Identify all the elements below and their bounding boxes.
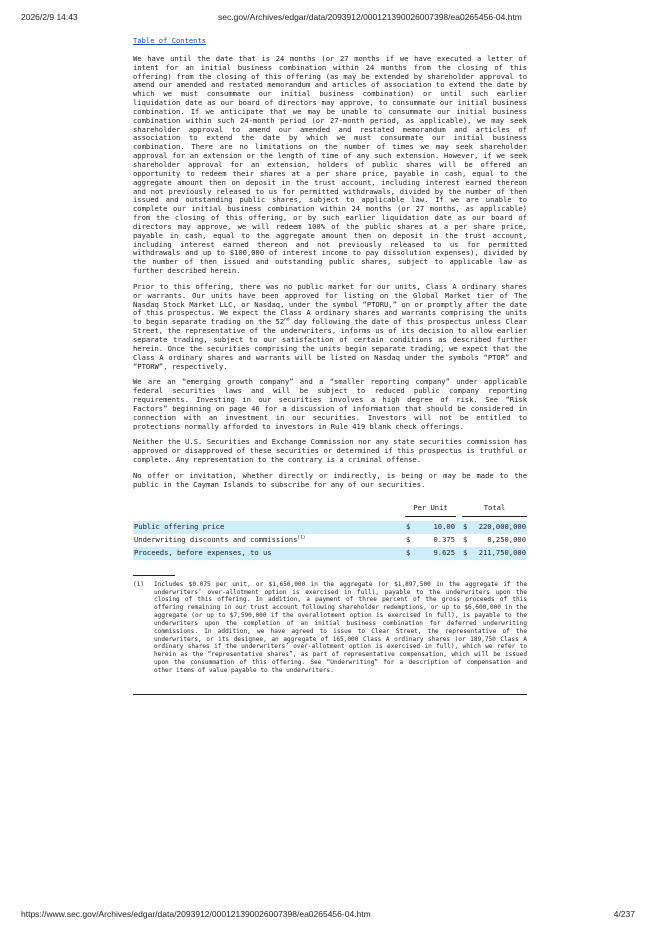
offering-pricing-table bbox=[133, 502, 527, 560]
currency-symbol: $ bbox=[405, 521, 415, 534]
page-counter: 4/237 bbox=[613, 909, 635, 919]
table-row bbox=[133, 534, 527, 547]
currency-symbol: $ bbox=[463, 534, 468, 544]
footnote-number: (1) bbox=[133, 580, 145, 588]
document-body bbox=[133, 37, 527, 695]
header-total: Total bbox=[462, 502, 527, 517]
currency-symbol: $ bbox=[406, 534, 411, 544]
browser-footer bbox=[0, 905, 662, 925]
table-of-contents-link[interactable]: Table of Contents bbox=[133, 36, 207, 45]
paragraph-business-combination-deadline: We have until the date that is 24 months (or 27 months if we have executed a letter of intent for an initial business combination within 24 months from the closing of this offering) from the closing of this offering (as may be extended by shareholder approval to amend our amended and restated memorandum and articles of association to extend the date by which we must consummate our initial business combination) or until such earlier liquidation date as our board of directors may approve, to consummate our initial business combination. If we anticipate that we may be unable to consummate our initial business combination within such 24-month period (or 27-month period, as applicable), we may seek shareholder approval to amend our amended and restated memorandum and articles of association to extend the date by which we must consummate our initial business combination. There are no limitations on the number of times we may seek shareholder approval for an extension or the length of time of any such extension. However, if we seek shareholder approval for an extension, holders of public shares will be offered an opportunity to redeem their shares at a per share price, payable in cash, equal to the aggregate amount then on deposit in the trust account, including interest earned thereon and not previously released to us for permitted withdrawals, divided by the number of then issued and outstanding public shares, subject to applicable law. If we are unable to complete our initial business combination within 24 months (or 27 months, as applicable) from the closing of this offering, or by such earlier liquidation date as our board of directors may approve, we will redeem 100% of the public shares at a per share price, payable in cash, equal to the aggregate amount then on deposit in the trust account, including interest earned thereon and not previously released to us for permitted withdrawals and up to $100,000 of interest income to pay dissolution expenses), divided by the number of then issued and outstanding public shares, subject to applicable law as further described herein. bbox=[133, 53, 527, 276]
per-unit-value: 9.625 bbox=[415, 547, 456, 560]
table-row bbox=[133, 547, 527, 560]
per-unit-value: 0.375 bbox=[433, 534, 455, 544]
pricing-header-row bbox=[133, 502, 527, 517]
currency-symbol: $ bbox=[462, 547, 470, 560]
print-timestamp: 2026/2/9 14:43 bbox=[21, 12, 78, 22]
page-url-bottom: https://www.sec.gov/Archives/edgar/data/2093912/000121390026007398/ea0265456-04.htm bbox=[21, 909, 371, 919]
paragraph-sec-disclaimer: Neither the U.S. Securities and Exchange Commission nor any state securities commission has approved or disapproved of these securities or determined if this prospectus is truthful or complete. Any representation to the contrary is a criminal offense. bbox=[133, 437, 527, 465]
paragraph-emerging-growth: We are an “emerging growth company” and a “smaller reporting company” under applicable federal securities laws and will be subject to reduced public company reporting requirements. Investing in our securities involves a high degree of risk. See “Risk Factors” beginning on page 46 for a discussion of information that should be considered in connection with an investment in our securities. Investors will not be entitled to protections normally afforded to investors in Rule 419 blank check offerings. bbox=[133, 377, 527, 431]
total-value: 220,000,000 bbox=[470, 521, 527, 534]
total-value: 8,250,000 bbox=[487, 534, 526, 544]
header-per-unit: Per Unit bbox=[405, 502, 456, 517]
page-end-divider bbox=[133, 694, 527, 695]
footnote-divider bbox=[133, 575, 175, 576]
footnote-text: Includes $0.075 per unit, or $1,650,000 in the aggregate (or $1,897,500 in the aggregate if the underwriters’ over-allotment option is exercised in full), payable to the underwriters upon the closing of this offering. In addition, a payment of three percent of the gross proceeds of this offering remaining in our trust account following shareholder redemptions, or up to $6,600,000 in the aggregate (or up to $7,590,000 if the overallotment option is exercised in full), is payable to the underwriters upon the completion of an initial business combination for deferred underwriting commissions. In addition, we have agreed to issue to Clear Street, the representative of the underwriters, or its designee, an aggregate of 165,000 Class A ordinary shares (or 189,750 Class A ordinary shares if the underwriters’ over-allotment option is exercised in full), which we refer to herein as the “representative shares”, as part of representative compensation, which will be issued upon the consummation of this offering. See “Underwriting” for a description of compensation and other items of value payable to the underwriters. bbox=[154, 580, 527, 674]
total-value: 211,750,000 bbox=[470, 547, 527, 560]
table-row bbox=[133, 521, 527, 534]
ordinal-suffix: nd bbox=[284, 317, 290, 323]
row-label: Proceeds, before expenses, to us bbox=[133, 547, 405, 560]
page-url-top: sec.gov/Archives/edgar/data/2093912/000121390026007398/ea0265456-04.htm bbox=[218, 12, 522, 22]
footnote bbox=[133, 581, 527, 675]
currency-symbol: $ bbox=[405, 547, 415, 560]
currency-symbol: $ bbox=[462, 521, 470, 534]
row-label: Underwriting discounts and commissions$^{(1)}$ bbox=[134, 534, 306, 544]
listing-text-part-1: Prior to this offering, there was no public market for our units, Class A ordinary shares or warrants. Our units have been approved for listing on the Global Market tier of The Nasdaq Stock Market LLC, or Nasdaq, under the symbol “PTORU,” on or promptly after the date of this prospectus. We expect the Class A ordinary shares and warrants comprising the units to begin separate trading on the 52 bbox=[133, 281, 527, 327]
paragraph-listing bbox=[133, 283, 527, 371]
per-unit-value: 10.00 bbox=[415, 521, 456, 534]
listing-text-part-2: day following the date of this prospectus unless Clear Street, the representative of the underwriters, informs us of its decision to allow earlier separate trading, subject to our satisfaction of certain conditions as described further herein. Once the securities comprising the units begin separate trading, we expect that the Class A ordinary shares and warrants will be listed on Nasdaq under the symbols “PTOR” and “PTORW”, respectively. bbox=[133, 317, 528, 371]
footnote-reference: (1) bbox=[297, 535, 306, 541]
row-label: Public offering price bbox=[133, 521, 405, 534]
paragraph-cayman-notice: No offer or invitation, whether directly or indirectly, is being or may be made to the public in the Cayman Islands to subscribe for any of our securities. bbox=[133, 470, 527, 489]
browser-header bbox=[0, 0, 662, 26]
